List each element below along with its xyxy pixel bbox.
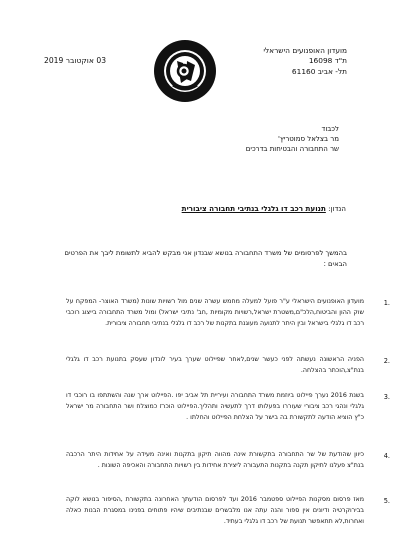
org-name: מועדון האופנועים הישראלי xyxy=(263,46,347,55)
club-logo xyxy=(153,39,217,103)
list-item: מאז פרסום מסקנות הפיילוט ספטמבר 2016 ועד לפרסום הודעתך האחרונה בתקשורת ,הסיפור בנושא לוקה בבירוקרטיה ודיונים אין ספור והנה עתה אנו מלבשרים שבנתיבים שיהיו פתוחים בפנינו במסגרת הבנות כאלה ואחרות,לא תתאפשר תנועת של רכב דו גלגלי בעתיד. xyxy=(66,496,364,526)
list-item: בשנת 2016 נערך פיילוט ביוזמת משרד התחבורה ועיריית תל אביב יפו .הפיילוט ארך שנה והשתתפו בו רוכבי דו גלגלי ונהגי רכב ציבורי שעוררו בפעלותו דרך לתעשיה ותהליך.הפיילוט הוכרז כמוצלח ושר התחבורה מר ישראל כ"ץ הוציא הודעה לתקשורת בה בישר על הצלחת הפיילוט והחלתו . xyxy=(66,392,365,422)
letter-date: 03 אוקטובר 2019 xyxy=(44,56,107,65)
list-item: מועדון האופנועים הישראלי ע"ר פועל למעלה מחמש עשרה שנים מול רשויות שונות (משרד האוצר- המפקח על שוק ההון והביטוח,הלכ"ם,משטרת ישראל,רשויות מקומיות ,חב' נתיבי ישראל) ומול משרד התחבורה בייצוג רוכבי רכב דו גלגלי בישראל ובין היתר לתנועה מעוגנת בתקנות של רכב דו גלגלי בנתיבי תחבורה ציבורית. xyxy=(66,298,364,328)
item-number: 5. xyxy=(383,497,390,505)
po-box: ת"ד 16098 xyxy=(308,56,347,66)
subject-text: תנועת רכב דו גלגלי בנתיבי תחבורה ציבורית xyxy=(181,204,326,213)
recipient-to: לכבוד xyxy=(321,125,339,133)
list-item: כיוון שהודעת של שר התחבורה בתקשורת אינה מהווה תיקון בתקנות ואינה מעידה על אחידות היתר הרכבה בנת"צ פעלנו לתיקון תקנה בתקנות התעבורה ליצירת אחידות בין רשויות התחבורה והאכיפה השונות . xyxy=(66,451,364,470)
list-item: הפניה הראשונה נעשתה לפני כעשר שנים,לאחר שפיילוט שערך בעיר לונדון שעסק בתנועת רכב דו גלגלי בנת"צ,הוכתר בהצלחה. xyxy=(66,356,364,375)
recipient-title: שר התחבורה והבטיחות בדרכים xyxy=(245,145,339,153)
item-number: 2. xyxy=(383,357,390,365)
item-number: 1. xyxy=(383,299,390,307)
recipient-block xyxy=(246,124,339,154)
recipient-name: מר בצלאל סמוטריץ' xyxy=(278,135,339,143)
item-number: 3. xyxy=(383,393,390,401)
city-zip: תל- אביב 61160 xyxy=(291,66,347,76)
intro-paragraph: בהמשך לפרסומים של משרד התחבורה בנושא שבנדון אני מבקש להביא לתשומת ליבך את הפרטים הבאים : xyxy=(64,249,347,268)
sender-address xyxy=(263,46,347,77)
subject-line xyxy=(182,204,346,213)
item-number: 4. xyxy=(383,452,390,460)
subject-prefix: הנדון: xyxy=(328,204,346,213)
